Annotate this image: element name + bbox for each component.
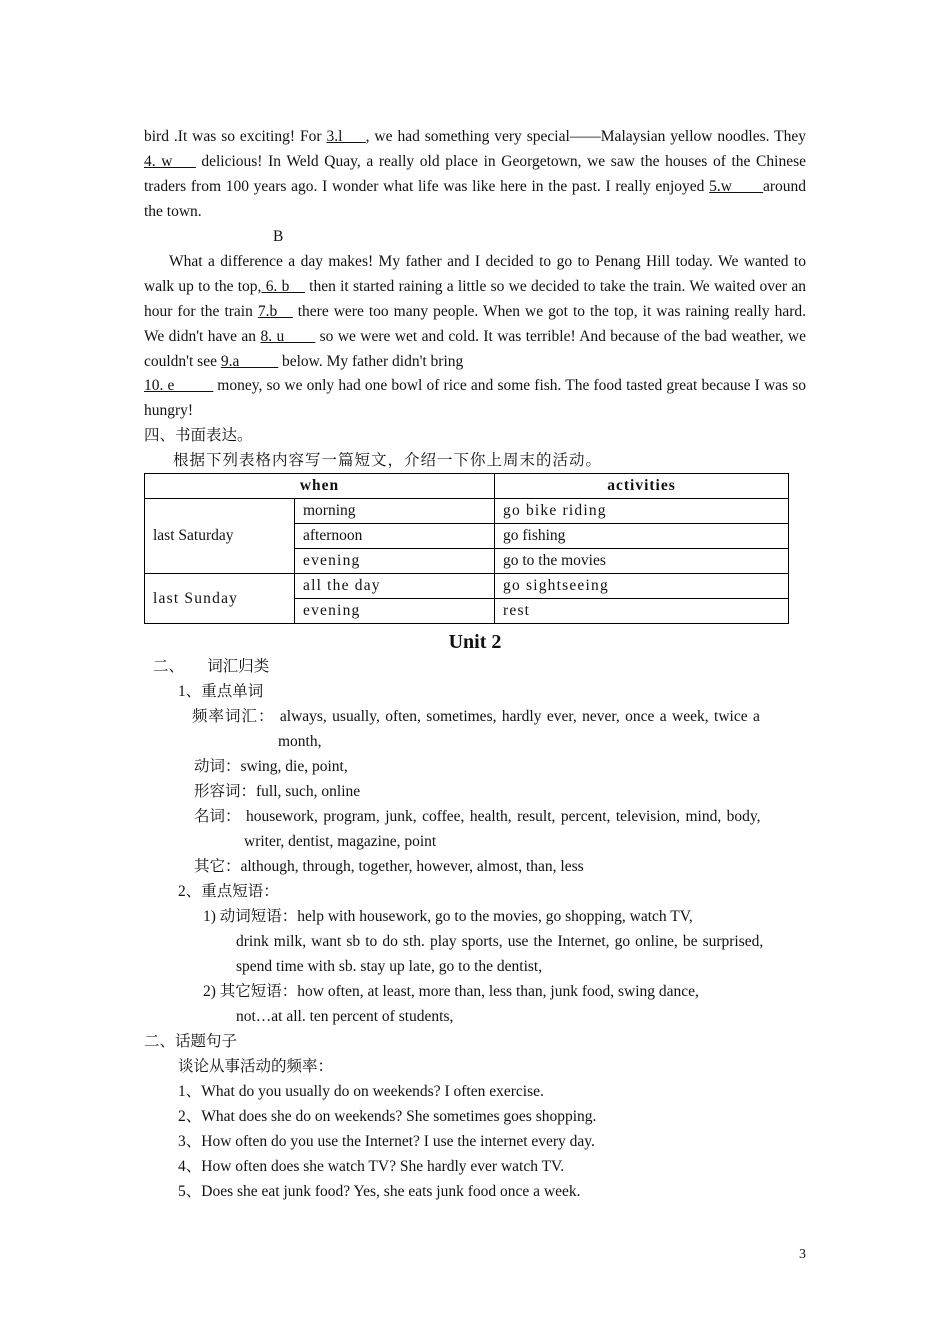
table-row [145, 499, 789, 524]
activity-cell: go to the movies [495, 549, 789, 574]
time-cell: evening [295, 549, 495, 574]
day-cell: last Saturday [145, 499, 295, 574]
blank-8: 8. u____ [260, 328, 316, 345]
passage-text: , we had something very special——Malaysian yellow noodles. They [365, 128, 806, 145]
time-cell: morning [295, 499, 495, 524]
header-activities: activities [495, 474, 789, 499]
writing-heading: 四、书面表达。 [144, 427, 253, 444]
activity-cell: go fishing [495, 524, 789, 549]
time-cell: evening [295, 599, 495, 624]
activity-cell: rest [495, 599, 789, 624]
passage-text: money, so we only had one bowl of rice and some fish. The food tasted great because I was so hungry! [144, 377, 807, 419]
unit-title: Unit 2 [448, 631, 502, 653]
verbs-line: 动词：swing, die, point, [194, 758, 348, 775]
nouns-line: 名词： housework, program, junk, coffee, health, result, percent, television, mind, body, [194, 808, 761, 825]
header-when: when [145, 474, 495, 499]
list-item: 5、Does she eat junk food? Yes, she eats junk food once a week. [178, 1183, 581, 1200]
verb-phrases: 1) 动词短语：help with housework, go to the movies, go shopping, watch TV, [203, 908, 693, 925]
blank-10: 10. e_____ [144, 377, 214, 394]
day-cell: last Sunday [145, 574, 295, 624]
other-phrases-cont: not…at all. ten percent of students, [236, 1008, 454, 1025]
blank-4: 4. w___ [144, 153, 196, 170]
writing-instruction: 根据下列表格内容写一篇短文，介绍一下你上周末的活动。 [173, 452, 603, 469]
other-phrases: 2) 其它短语：how often, at least, more than, less than, junk food, swing dance, [203, 983, 699, 1000]
activity-table [144, 473, 789, 624]
page-number: 3 [799, 1247, 806, 1262]
passage-text: What a difference a day makes! My father and I decided to go to Penang Hill today. We wanted to walk up to the top, [144, 253, 806, 295]
passage-a [144, 124, 806, 224]
passage-text: there were too many people. When we got to the top, it was raining really hard. We didn't have an [144, 303, 806, 345]
list-item: 1、What do you usually do on weekends? I often exercise. [178, 1083, 544, 1100]
passage-text: then it started raining a little so we decided to take the train. We waited over an hour for the train [144, 278, 806, 320]
blank-3: 3.l___ [326, 128, 366, 145]
others-line: 其它：although, through, together, however, almost, than, less [194, 858, 584, 875]
time-cell: all the day [295, 574, 495, 599]
passage-b-end [144, 373, 806, 423]
frequency-words [192, 704, 760, 729]
topic-intro: 谈论从事活动的频率： [178, 1058, 334, 1075]
passage-text: around the town. [144, 178, 806, 220]
section-b-label: B [273, 228, 284, 245]
table-header-row [145, 474, 789, 499]
vocab-sub-heading-words: 1、重点单词 [178, 683, 264, 700]
passage-text: bird .It was so exciting! For [144, 128, 327, 145]
passage-b [144, 249, 806, 374]
vocab-sub-heading-phrases: 2、重点短语： [178, 883, 279, 900]
activity-cell: go sightseeing [495, 574, 789, 599]
list-item: 3、How often do you use the Internet? I use the internet every day. [178, 1133, 595, 1150]
vocab-section-heading: 二、 词汇归类 [153, 658, 270, 675]
frequency-label: 频率词汇： [192, 708, 275, 725]
verb-phrases-cont: drink milk, want sb to do sth. play sports, use the Internet, go online, be surprised, [236, 933, 764, 950]
passage-text: below. My father didn't bring [278, 353, 464, 370]
topic-section-heading: 二、话题句子 [144, 1033, 238, 1050]
table-row [145, 574, 789, 599]
blank-7: 7.b__ [257, 303, 293, 320]
list-item: 2、What does she do on weekends? She sometimes goes shopping. [178, 1108, 597, 1125]
activity-cell: go bike riding [495, 499, 789, 524]
nouns-line-cont: writer, dentist, magazine, point [244, 833, 437, 850]
adjectives-line: 形容词：full, such, online [194, 783, 361, 800]
list-item: 4、How often does she watch TV? She hardly ever watch TV. [178, 1158, 565, 1175]
time-cell: afternoon [295, 524, 495, 549]
blank-5: 5.w____ [709, 178, 763, 195]
passage-text: delicious! In Weld Quay, a really old place in Georgetown, we saw the houses of the Chinese traders from 100 years ago. I wonder what life was like here in the past. I really enjoyed [144, 153, 806, 195]
blank-9: 9.a_____ [220, 353, 279, 370]
blank-6: 6. b__ [261, 278, 305, 295]
frequency-words-cont: month, [278, 733, 322, 750]
verb-phrases-cont: spend time with sb. stay up late, go to the dentist, [236, 958, 543, 975]
frequency-list: always, usually, often, sometimes, hardly ever, never, once a week, twice a [274, 708, 760, 725]
passage-text: so we were wet and cold. It was terrible! And because of the bad weather, we couldn't see [144, 328, 806, 370]
